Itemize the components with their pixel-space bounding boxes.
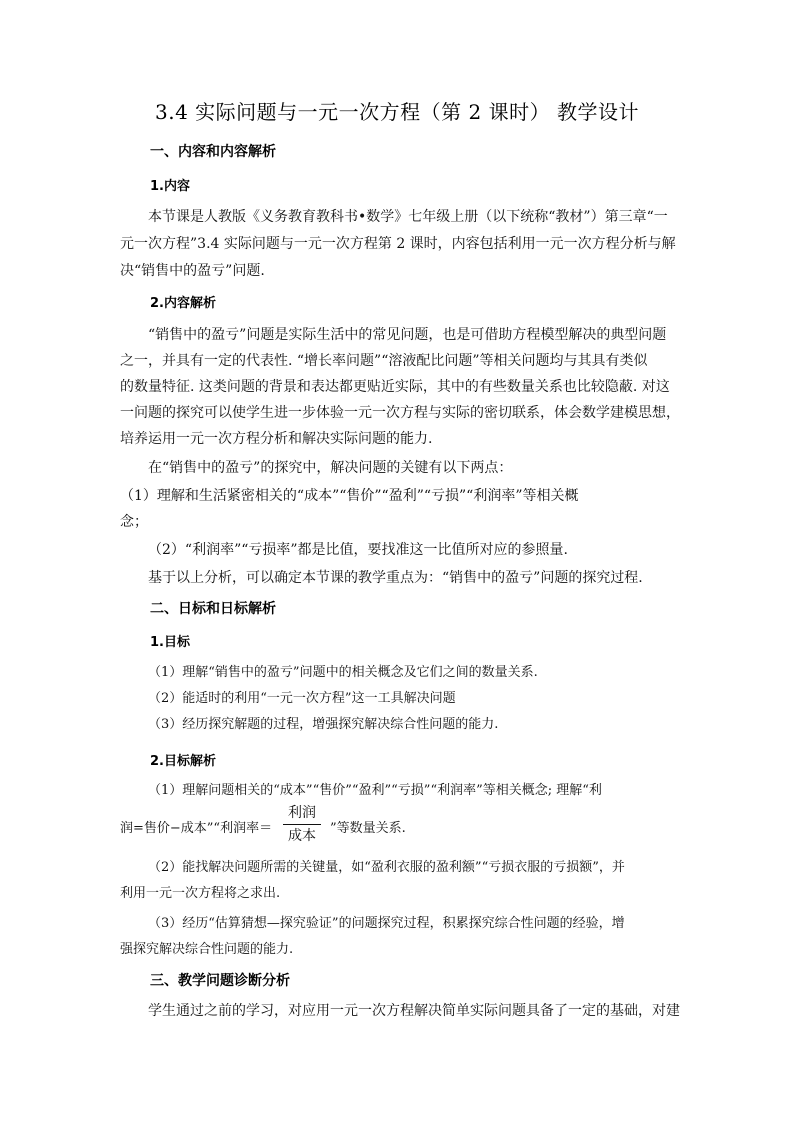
paragraph-line: 强探究解决综合性问题的能力. — [120, 942, 294, 957]
paragraph-line: 培养运用一元一次方程分析和解决实际问题的能力. — [120, 431, 433, 447]
paragraph-line: “销售中的盈亏”问题是实际生活中的常见问题，也是可借助方程模型解决的典型问题 — [148, 327, 667, 343]
subheading-content: 1.内容 — [150, 179, 190, 194]
fraction-profit-rate — [282, 804, 322, 845]
paragraph-line: 一问题的探究可以使学生进一步体验一元一次方程与实际的密切联系，体会数学建模思想， — [120, 405, 680, 421]
paragraph-line: （2）能找解决问题所需的关键量，如“盈利衣服的盈利额”“亏损衣服的亏损额”，并 — [148, 860, 625, 875]
section-heading-diagnosis: 三、教学问题诊断分析 — [150, 973, 290, 989]
paragraph-line: 元一次方程”3.4 实际问题与一元一次方程第 2 课时，内容包括利用一元一次方程分析与解 — [120, 236, 676, 252]
paragraph-line: ”等数量关系. — [330, 821, 406, 836]
paragraph-line: 利用一元一次方程将之求出. — [120, 886, 281, 901]
subheading-content-analysis: 2.内容解析 — [150, 296, 216, 311]
paragraph-line: （3）经历“估算猜想—探究验证”的问题探究过程，积累探究综合性问题的经验，增 — [148, 916, 625, 931]
paragraph-line: 念； — [120, 514, 148, 530]
paragraph-line: （2）“利润率”“亏损率”都是比值，要找准这一比值所对应的参照量. — [148, 542, 568, 558]
paragraph-line: （1）理解和生活紧密相关的“成本”“售价”“盈利”“亏损”“利润率”等相关概 — [120, 488, 579, 504]
paragraph-line: 本节课是人教版《义务教育教科书•数学》七年级上册（以下统称“教材”）第三章“一 — [148, 209, 668, 225]
subheading-goals: 1.目标 — [150, 635, 190, 650]
paragraph-line: 决“销售中的盈亏”问题. — [120, 263, 265, 279]
fraction-numerator: 利润 — [288, 805, 316, 821]
goal-item: （3）经历探究解题的过程，增强探究解决综合性问题的能力. — [148, 717, 499, 732]
section-heading-content: 一、内容和内容解析 — [150, 144, 276, 160]
paragraph-line: 之一，并具有一定的代表性. “增长率问题”“溶液配比问题”等相关问题均与其具有类似 — [120, 353, 648, 369]
goal-item: （2）能适时的利用“一元一次方程”这一工具解决问题 — [148, 691, 456, 706]
paragraph-line: 基于以上分析，可以确定本节课的教学重点为：“销售中的盈亏”问题的探究过程. — [148, 570, 643, 586]
subheading-goal-analysis: 2.目标解析 — [150, 754, 216, 769]
goal-item: （1）理解“销售中的盈亏”问题中的相关概念及它们之间的数量关系. — [148, 665, 538, 680]
paragraph-line: 的数量特征. 这类问题的背景和表达都更贴近实际，其中的有些数量关系也比较隐蔽. 对这 — [120, 379, 670, 395]
paragraph-line: 学生通过之前的学习，对应用一元一次方程解决简单实际问题具备了一定的基础，对建 — [148, 1003, 680, 1019]
section-heading-goals: 二、日标和日标解析 — [150, 601, 276, 617]
paragraph-line: （1）理解问题相关的“成本”“售价”“盈利”“亏损”“利润率”等相关概念; 理解“利 — [148, 783, 602, 798]
paragraph-line: 润=售价−成本”“利润率＝ — [120, 821, 273, 836]
fraction-bar — [283, 824, 321, 825]
page-title: 3.4 实际问题与一元一次方程（第 2 课时） 教学设计 — [155, 100, 639, 124]
fraction-denominator: 成本 — [288, 828, 316, 844]
paragraph-line: 在“销售中的盈亏”的探究中，解决问题的关键有以下两点： — [148, 460, 513, 476]
